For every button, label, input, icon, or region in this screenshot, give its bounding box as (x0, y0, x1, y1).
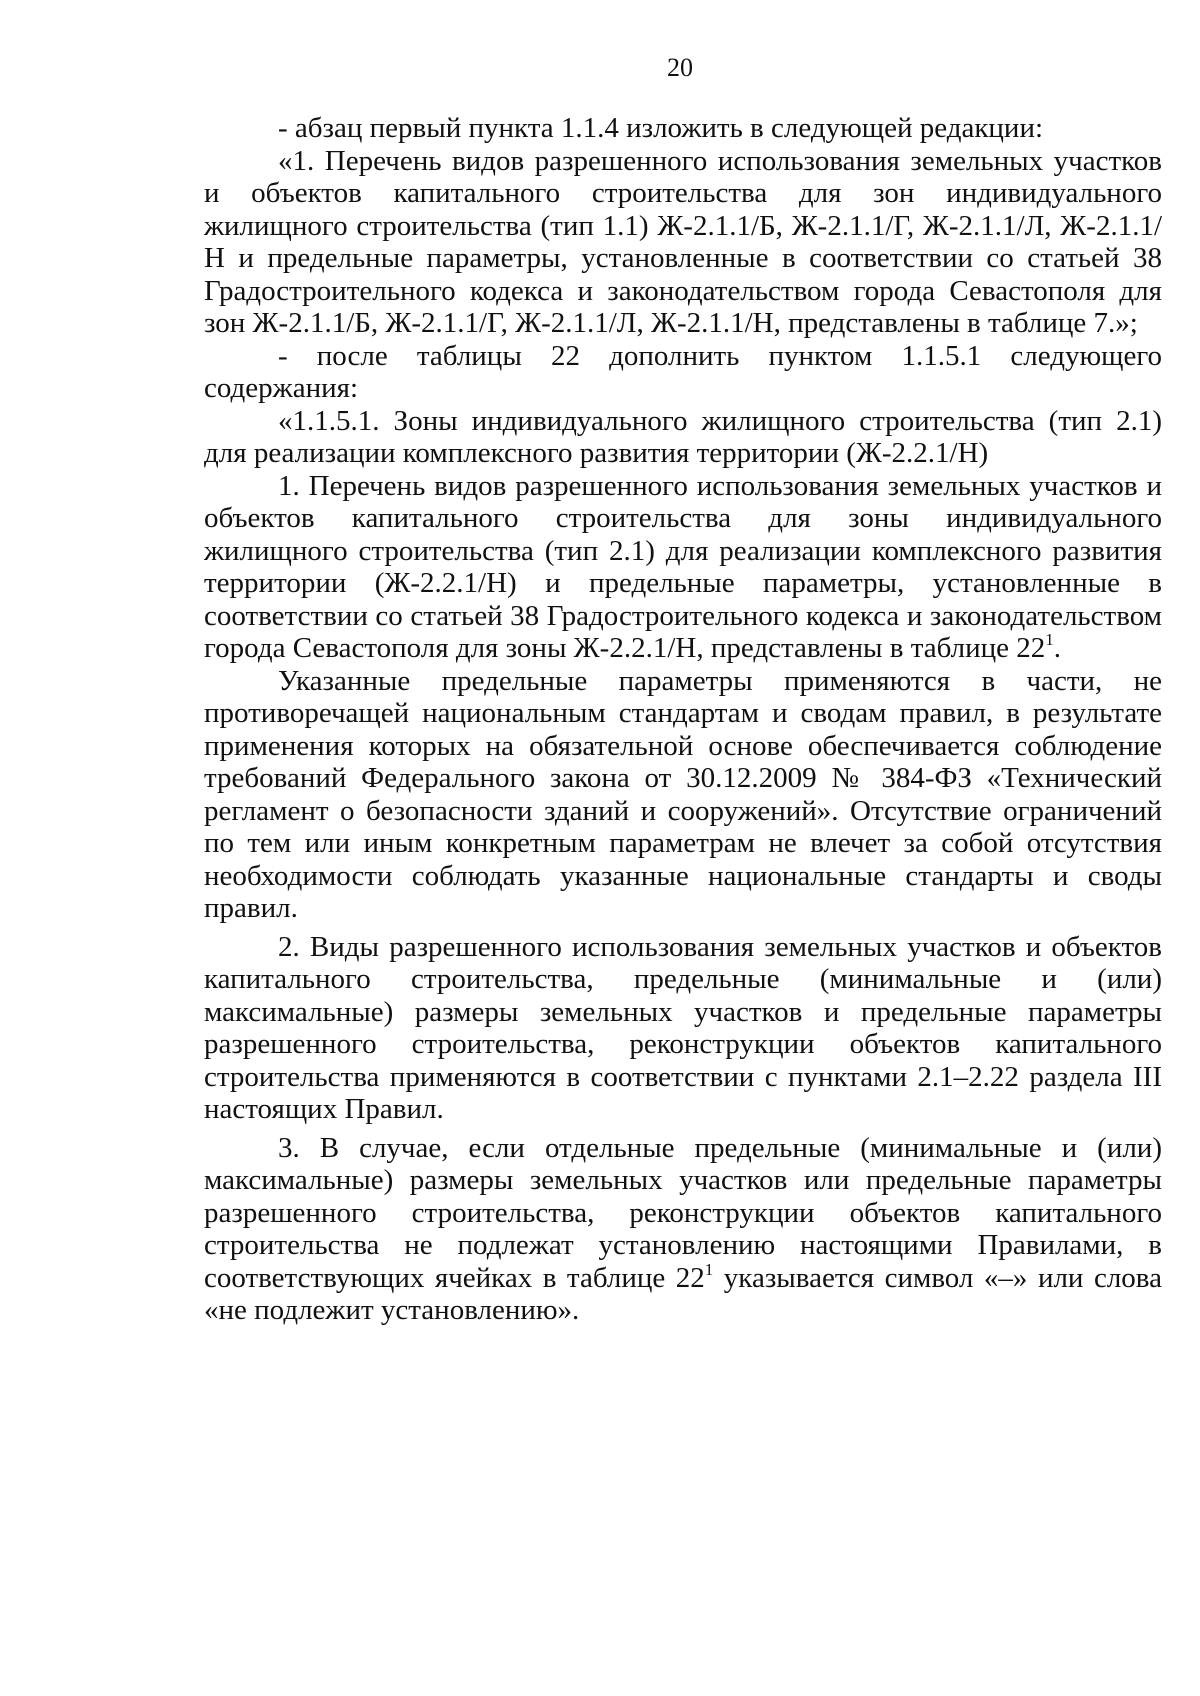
paragraph-text: 1. Перечень видов разрешенного использования земельных участков и объектов капитального строительства для зоны индивидуального жилищного строительства (тип 2.1) для реализации комплексного развития территории (Ж-2.2.1/Н) и предельные параметры, установленные в соответствии со статьей 38 Градостроительного кодекса и законодательством города Севастополя для зоны Ж-2.2.1/Н, представлены в таблице 22 (204, 469, 1162, 664)
amendment-intro-paragraph: - абзац первый пункта 1.1.4 изложить в следующей редакции: (278, 112, 1044, 144)
paragraph-tail: . (1053, 632, 1062, 664)
item-1-table-7-paragraph: «1. Перечень видов разрешенного использования земельных участков и объектов капитального строительства для зон индивидуального жилищного строительства (тип 1.1) Ж-2.1.1/Б, Ж-2.1.1/Г, Ж-2.1.1/Л, Ж-2.1.1/Н и предельные параметры, установленные в соответствии со статьей 38 Градостроительного кодекса и законодательством города Севастополя для зон Ж-2.1.1/Б, Ж-2.1.1/Г, Ж-2.1.1/Л, Ж-2.1.1/Н, представлены в таблице 7.»; (204, 144, 1162, 339)
superscript: 1 (704, 1259, 714, 1279)
page-number: 20 (667, 53, 693, 82)
item-1-table-22-1-paragraph (204, 470, 1162, 665)
item-3-paragraph (204, 1132, 1162, 1327)
document-body (204, 112, 1162, 1327)
paragraph-text: 3. В случае, если отдельные предельные (минимальные и (или) максимальные) размеры земельных участков или предельные параметры разрешенного строительства, реконструкции объектов капитального строительства не подлежат установлению настоящими Правилами, в соответствующих ячейках в таблице 22 (204, 1131, 1162, 1294)
superscript: 1 (1045, 630, 1054, 649)
paragraph-tail: указывается символ «–» или слова «не подлежит установлению». (204, 1261, 1162, 1326)
section-1-1-5-1-heading: «1.1.5.1. Зоны индивидуального жилищного строительства (тип 2.1) для реализации комплексного развития территории (Ж-2.2.1/Н) (204, 404, 1162, 469)
parameters-note-paragraph: Указанные предельные параметры применяются в части, не противоречащей национальным стандартам и сводам правил, в результате применения которых на обязательной основе обеспечивается соблюдение требований Федерального закона от 30.12.2009 № 384-ФЗ «Технический регламент о безопасности зданий и сооружений». Отсутствие ограничений по тем или иным конкретным параметрам не влечет за собой отсутствия необходимости соблюдать указанные национальные стандарты и своды правил. (204, 664, 1162, 924)
item-2-paragraph: 2. Виды разрешенного использования земельных участков и объектов капитального строительства, предельные (минимальные и (или) максимальные) размеры земельных участков и предельные параметры разрешенного строительства, реконструкции объектов капитального строительства применяются в соответствии с пунктами 2.1–2.22 раздела III настоящих Правил. (204, 930, 1162, 1125)
amendment-after-table-22-paragraph: - после таблицы 22 дополнить пунктом 1.1.5.1 следующего содержания: (204, 339, 1162, 404)
